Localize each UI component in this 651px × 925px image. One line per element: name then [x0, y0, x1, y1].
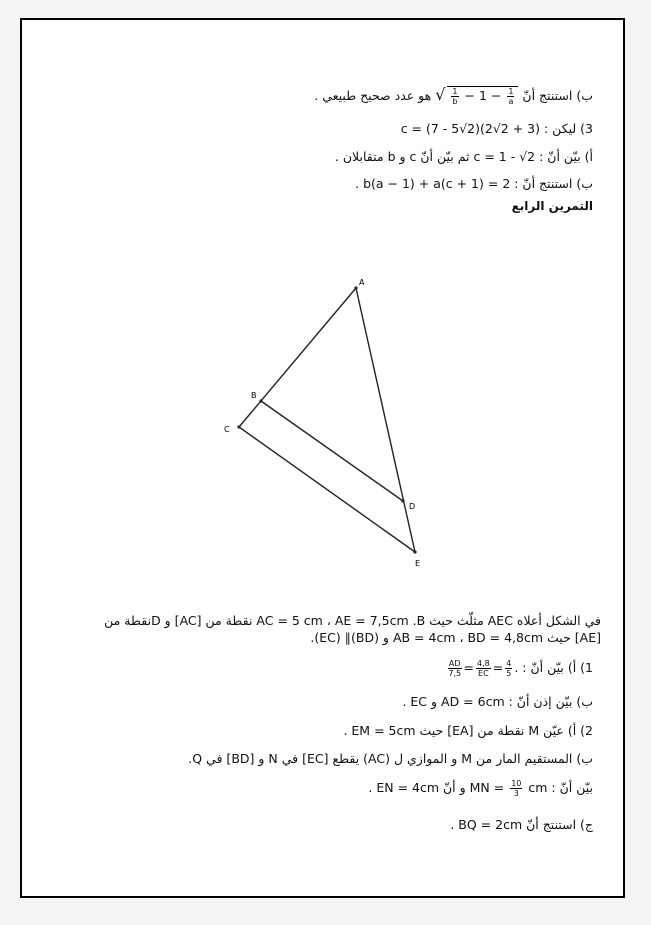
exercise-statement-line2: [AE] حيث AB = 4cm ، BD = 4,8cm و (BD)∥ (EC). — [310, 630, 601, 645]
segment-AE — [356, 288, 415, 552]
point-A — [354, 286, 357, 289]
l1-expression: √ $\frac{1}{b}$ − 1 − $\frac{1}{a}$ — [435, 86, 518, 106]
l1-suffix: هو عدد صحيح طبيعي . — [314, 88, 432, 103]
segment-CE — [239, 427, 415, 552]
question-2a: 2) أ) عيّن M نقطة من [EA] حيث EM = 5cm . — [343, 723, 593, 738]
question-2b: ب) المستقيم المار من M و الموازي ل (AC) يقطع [EC] في N و [BD] في Q. — [188, 751, 593, 766]
question-2c: ج) استنتج أنّ BQ = 2cm . — [450, 817, 593, 832]
l3-suffix: ثم بيّن أنّ c و b متقابلان . — [334, 149, 470, 164]
question-1a: 1) أ) بيّن أنّ : $\frac{AD}{7,5}$ = $\frac{4,8}{EC}$ = $\frac{4}{5}$ . — [446, 659, 593, 678]
label-D: D — [409, 502, 416, 511]
label-E: E — [415, 559, 421, 568]
ratio-equality: $\frac{AD}{7,5}$ = $\frac{4,8}{EC}$ = $\frac{4}{5}$ . — [448, 659, 519, 678]
label-B: B — [251, 391, 257, 400]
label-C: C — [224, 425, 230, 434]
question-1b: ب) بيّن إذن أنّ : AD = 6cm و EC . — [402, 694, 593, 709]
point-D — [401, 499, 404, 502]
l4-prefix: ب) استنتج أنّ : 2 = — [487, 176, 593, 191]
l3-expression: c = 1 - √2 — [473, 149, 536, 164]
question-2b-show: بيّن أنّ : MN = $\frac{10}{3}$ cm و أنّ EN = 4cm . — [368, 779, 593, 798]
fraction-ten-thirds: $\frac{10}{3}$ — [511, 779, 522, 798]
section-title: التمرين الرابع — [511, 199, 593, 213]
point-B — [259, 399, 262, 402]
segment-AC — [239, 288, 356, 427]
line-deduce-two: ب) استنتج أنّ : 2 = b(a − 1) + a(c + 1) . — [355, 176, 593, 191]
exercise-statement-line1: في الشكل أعلاه AEC مثلّث حيث AC = 5 cm ، AE = 7,5cm .B نقطة من [AC] و Dنقطة من — [104, 613, 601, 628]
point-E — [413, 550, 416, 553]
point-C — [237, 425, 240, 428]
l2-prefix: 3) ليكن : — [544, 121, 593, 136]
label-A: A — [359, 278, 365, 287]
segment-BD — [261, 401, 403, 501]
l1-prefix: ب) استنتج أنّ — [522, 88, 593, 103]
l2-expression: c = (7 - 5√2)(2√2 + 3) — [400, 121, 541, 136]
l3-prefix: أ) بيّن أنّ : — [539, 149, 593, 164]
l4-expression: b(a − 1) + a(c + 1) — [363, 176, 484, 191]
